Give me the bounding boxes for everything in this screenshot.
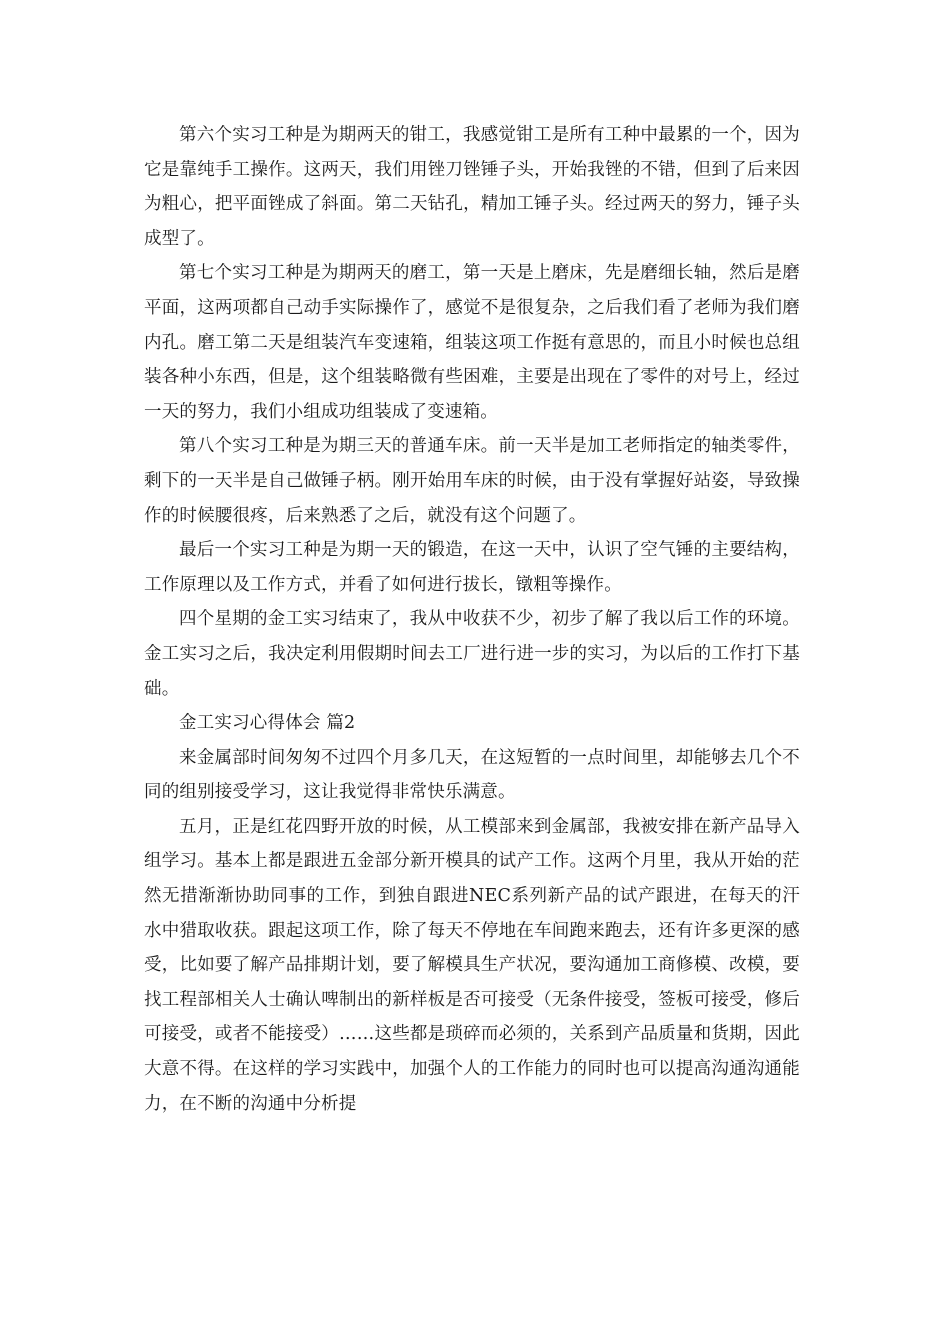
paragraph-forging: 最后一个实习工种是为期一天的锻造，在这一天中，认识了空气锤的主要结构，工作原理以及工作方式，并看了如何进行拔长，镦粗等操作。 [144, 540, 800, 595]
paragraph-fitter: 第六个实习工种是为期两天的钳工，我感觉钳工是所有工种中最累的一个，因为它是靠纯手工操作。这两天，我们用锉刀锉锤子头，开始我锉的不错，但到了后来因为粗心，把平面锉成了斜面。第二天钻孔，精加工锤子头。经过两天的努力，锤子头成型了。 [144, 125, 800, 249]
paragraph-grinder: 第七个实习工种是为期两天的磨工，第一天是上磨床，先是磨细长轴，然后是磨平面，这两项都自己动手实际操作了，感觉不是很复杂，之后我们看了老师为我们磨内孔。磨工第二天是组装汽车变速箱，组装这项工作挺有意思的，而且小时候也总组装各种小东西，但是，这个组装略微有些困难，主要是出现在了零件的对号上，经过一天的努力，我们小组成功组装成了变速箱。 [144, 263, 800, 422]
paragraph-may: 五月，正是红花四野开放的时候，从工模部来到金属部，我被安排在新产品导入组学习。基本上都是跟进五金部分新开模具的试产工作。这两个月里，我从开始的茫然无措渐渐协助同事的工作，到独自跟进NEC系列新产品的试产跟进，在每天的汗水中猎取收获。跟起这项工作，除了每天不停地在车间跑来跑去，还有许多更深的感受，比如要了解产品排期计划，要了解模具生产状况，要沟通加工商修模、改模，要找工程部相关人士确认啤制出的新样板是否可接受（无条件接受，签板可接受，修后可接受，或者不能接受）……这些都是琐碎而必须的，关系到产品质量和货期，因此大意不得。在这样的学习实践中，加强个人的工作能力的同时也可以提高沟通沟通能力，在不断的沟通中分析提 [144, 816, 800, 1114]
paragraph-summary: 四个星期的金工实习结束了，我从中收获不少，初步了解了我以后工作的环境。金工实习之后，我决定利用假期时间去工厂进行进一步的实习，为以后的工作打下基础。 [144, 609, 800, 699]
paragraph-intro: 来金属部时间匆匆不过四个月多几天，在这短暂的一点时间里，却能够去几个不同的组别接受学习，这让我觉得非常快乐满意。 [144, 747, 800, 803]
paragraph-lathe: 第八个实习工种是为期三天的普通车床。前一天半是加工老师指定的轴类零件，剩下的一天半是自己做锤子柄。刚开始用车床的时候，由于没有掌握好站姿，导致操作的时候腰很疼，后来熟悉了之后，就没有这个问题了。 [144, 436, 800, 526]
section-heading: 金工实习心得体会 篇2 [179, 713, 356, 734]
document-body [144, 118, 800, 1121]
